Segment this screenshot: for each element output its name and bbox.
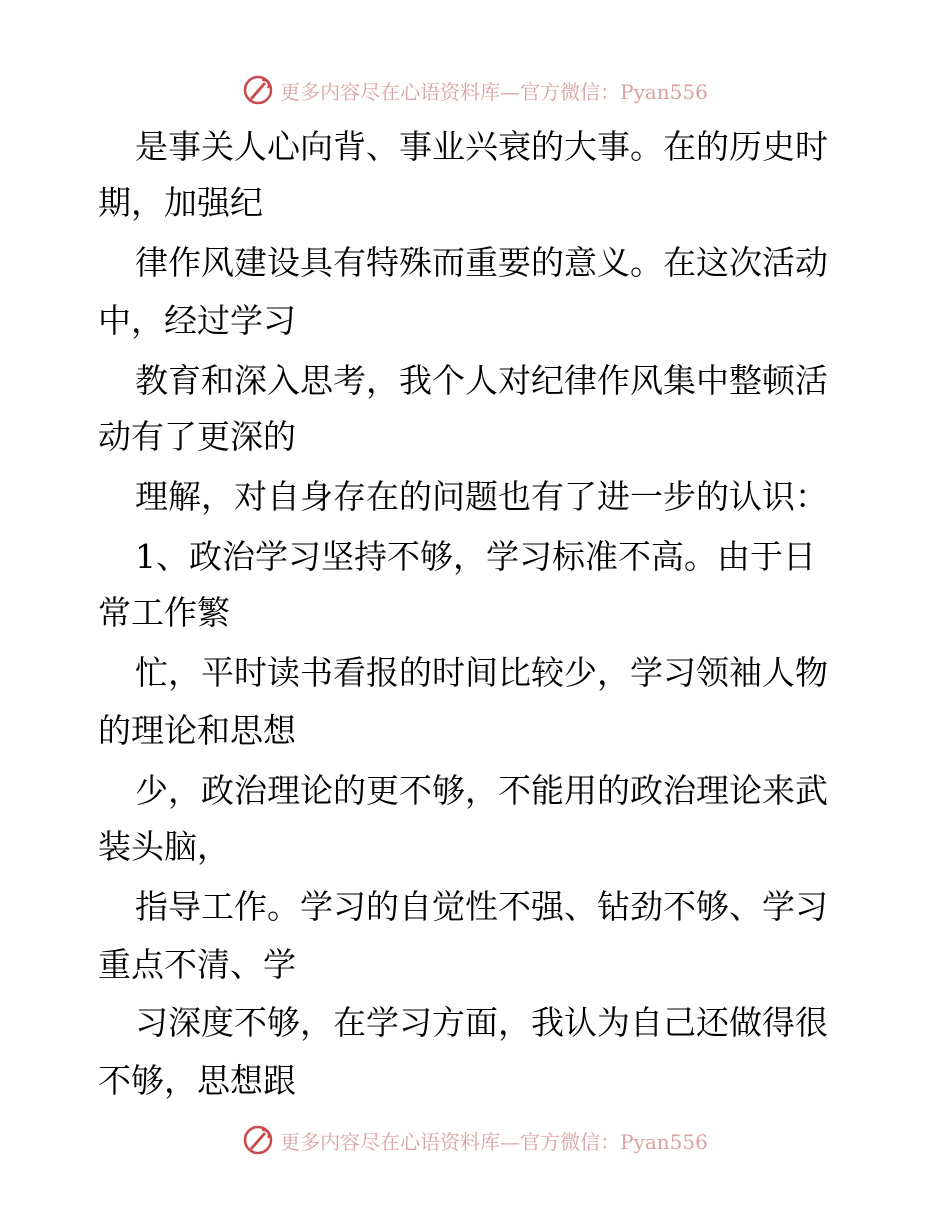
text-line: 中，经过学习 — [98, 301, 296, 340]
text-line: 理解，对自身存在的问题也有了进一步的认识： — [135, 477, 828, 516]
text-line: 的理论和思想 — [98, 711, 296, 750]
text-line: 重点不清、学 — [98, 945, 296, 984]
text-line: 教育和深入思考，我个人对纪律作风集中整顿活 — [135, 361, 828, 400]
header-banner — [0, 70, 950, 110]
feather-pen-logo-icon — [242, 74, 274, 106]
text-line: 装头脑， — [98, 827, 230, 866]
feather-pen-logo-icon — [242, 1124, 274, 1156]
text-line: 律作风建设具有特殊而重要的意义。在这次活动 — [135, 243, 828, 282]
text-line: 不够，思想跟 — [98, 1061, 296, 1100]
text-line: 指导工作。学习的自觉性不强、钻劲不够、学习 — [135, 887, 828, 926]
text-line: 忙，平时读书看报的时间比较少，学习领袖人物 — [135, 653, 828, 692]
text-line: 是事关人心向背、事业兴衰的大事。在的历史时 — [135, 127, 828, 166]
text-line: 习深度不够，在学习方面，我认为自己还做得很 — [135, 1003, 828, 1042]
text-line: 动有了更深的 — [98, 417, 296, 456]
text-line: 少，政治理论的更不够，不能用的政治理论来武 — [135, 771, 828, 810]
footer-banner — [0, 1120, 950, 1160]
text-line: 常工作繁 — [98, 593, 230, 632]
text-line: 期，加强纪 — [98, 183, 263, 222]
footer-banner-text: 更多内容尽在心语资料库—官方微信：Pyan556 — [280, 1129, 708, 1154]
header-banner-text: 更多内容尽在心语资料库—官方微信：Pyan556 — [280, 79, 708, 104]
text-line: 1、政治学习坚持不够，学习标准不高。由于日 — [135, 537, 816, 576]
